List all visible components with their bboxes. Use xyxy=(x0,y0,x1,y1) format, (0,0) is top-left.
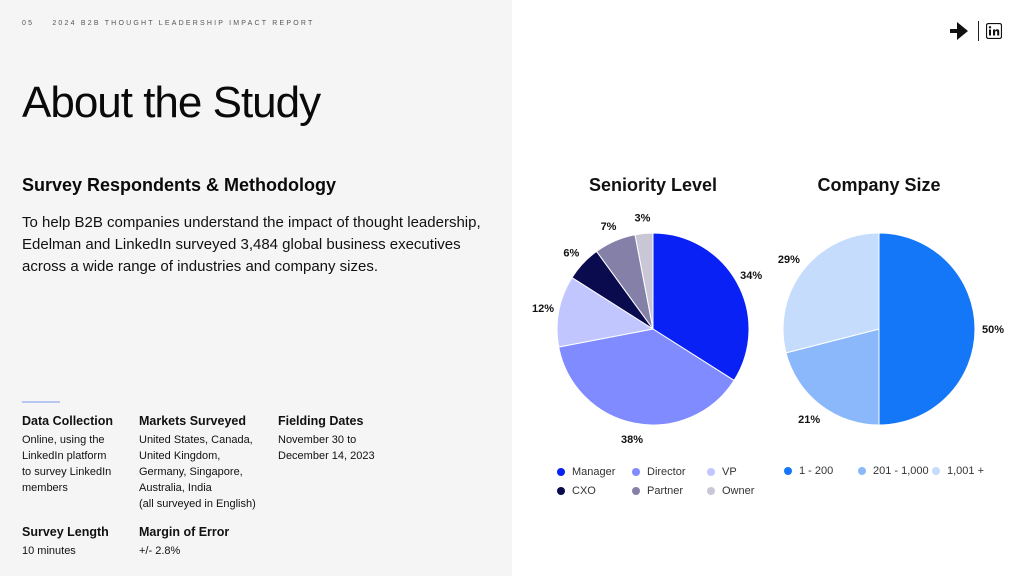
intro-paragraph: To help B2B companies understand the impact of thought leadership, Edelman and LinkedIn surveyed 3,484 global business executives across a wide range of industries and company sizes. xyxy=(22,214,481,275)
legend-item xyxy=(632,466,686,478)
legend-label: Manager xyxy=(572,466,616,478)
data-collection-title: Data Collection xyxy=(22,414,113,428)
report-title: 2024 B2B THOUGHT LEADERSHIP IMPACT REPORT xyxy=(52,20,315,27)
data-label-vp: 12% xyxy=(531,303,554,316)
legend-item xyxy=(707,466,737,478)
margin-body: +/- 2.8% xyxy=(139,545,181,557)
fielding-body: November 30 to December 14, 2023 xyxy=(278,434,375,462)
legend-swatch xyxy=(784,467,792,475)
legend-item xyxy=(557,485,596,497)
data-label-owner: 3% xyxy=(634,212,651,225)
legend-swatch xyxy=(557,468,565,476)
legend-swatch xyxy=(632,487,640,495)
legend-item xyxy=(932,465,984,477)
legend-swatch xyxy=(557,487,565,495)
legend-item xyxy=(707,485,754,497)
data-label-partner: 7% xyxy=(600,221,617,234)
legend-item xyxy=(557,466,615,478)
pie-slice-1-200 xyxy=(879,233,975,425)
data-label-director: 38% xyxy=(620,434,644,447)
data-label-1-200: 50% xyxy=(981,324,1005,336)
legend-label: 201 - 1,000 xyxy=(873,465,929,477)
legend-label: 1,001 + xyxy=(947,465,985,477)
margin-title: Margin of Error xyxy=(139,525,230,539)
legend-swatch xyxy=(632,468,640,476)
data-label-1-001-: 29% xyxy=(777,254,800,267)
page-number: 05 xyxy=(22,20,35,27)
legend-label: Director xyxy=(647,466,686,478)
fielding-title: Fielding Dates xyxy=(278,414,364,428)
legend-label: Partner xyxy=(647,485,684,497)
page-title: About the Study xyxy=(22,78,321,127)
survey-length-body: 10 minutes xyxy=(22,545,76,557)
legend-swatch xyxy=(707,468,715,476)
section-title: Survey Respondents & Methodology xyxy=(22,175,337,195)
data-label-201-1-000: 21% xyxy=(798,414,821,427)
chart-title-company-size: Company Size xyxy=(817,175,941,195)
chart-title-seniority: Seniority Level xyxy=(588,175,718,195)
data-collection-body: Online, using the LinkedIn platform to survey LinkedIn members xyxy=(22,434,112,494)
legend-label: CXO xyxy=(572,485,596,497)
legend-item xyxy=(632,485,683,497)
legend-item xyxy=(858,465,929,477)
markets-title: Markets Surveyed xyxy=(139,414,247,428)
legend-swatch xyxy=(932,467,940,475)
legend-swatch xyxy=(858,467,866,475)
legend-label: Owner xyxy=(722,485,755,497)
legend-label: VP xyxy=(722,466,737,478)
data-label-cxo: 6% xyxy=(563,247,580,260)
data-label-manager: 34% xyxy=(740,270,763,283)
survey-length-title: Survey Length xyxy=(22,525,109,539)
legend-swatch xyxy=(707,487,715,495)
legend-item xyxy=(784,465,833,477)
markets-body: United States, Canada, United Kingdom, Germany, Singapore, Australia, India (all surveyed in English) xyxy=(139,434,256,510)
legend-label: 1 - 200 xyxy=(799,465,834,477)
